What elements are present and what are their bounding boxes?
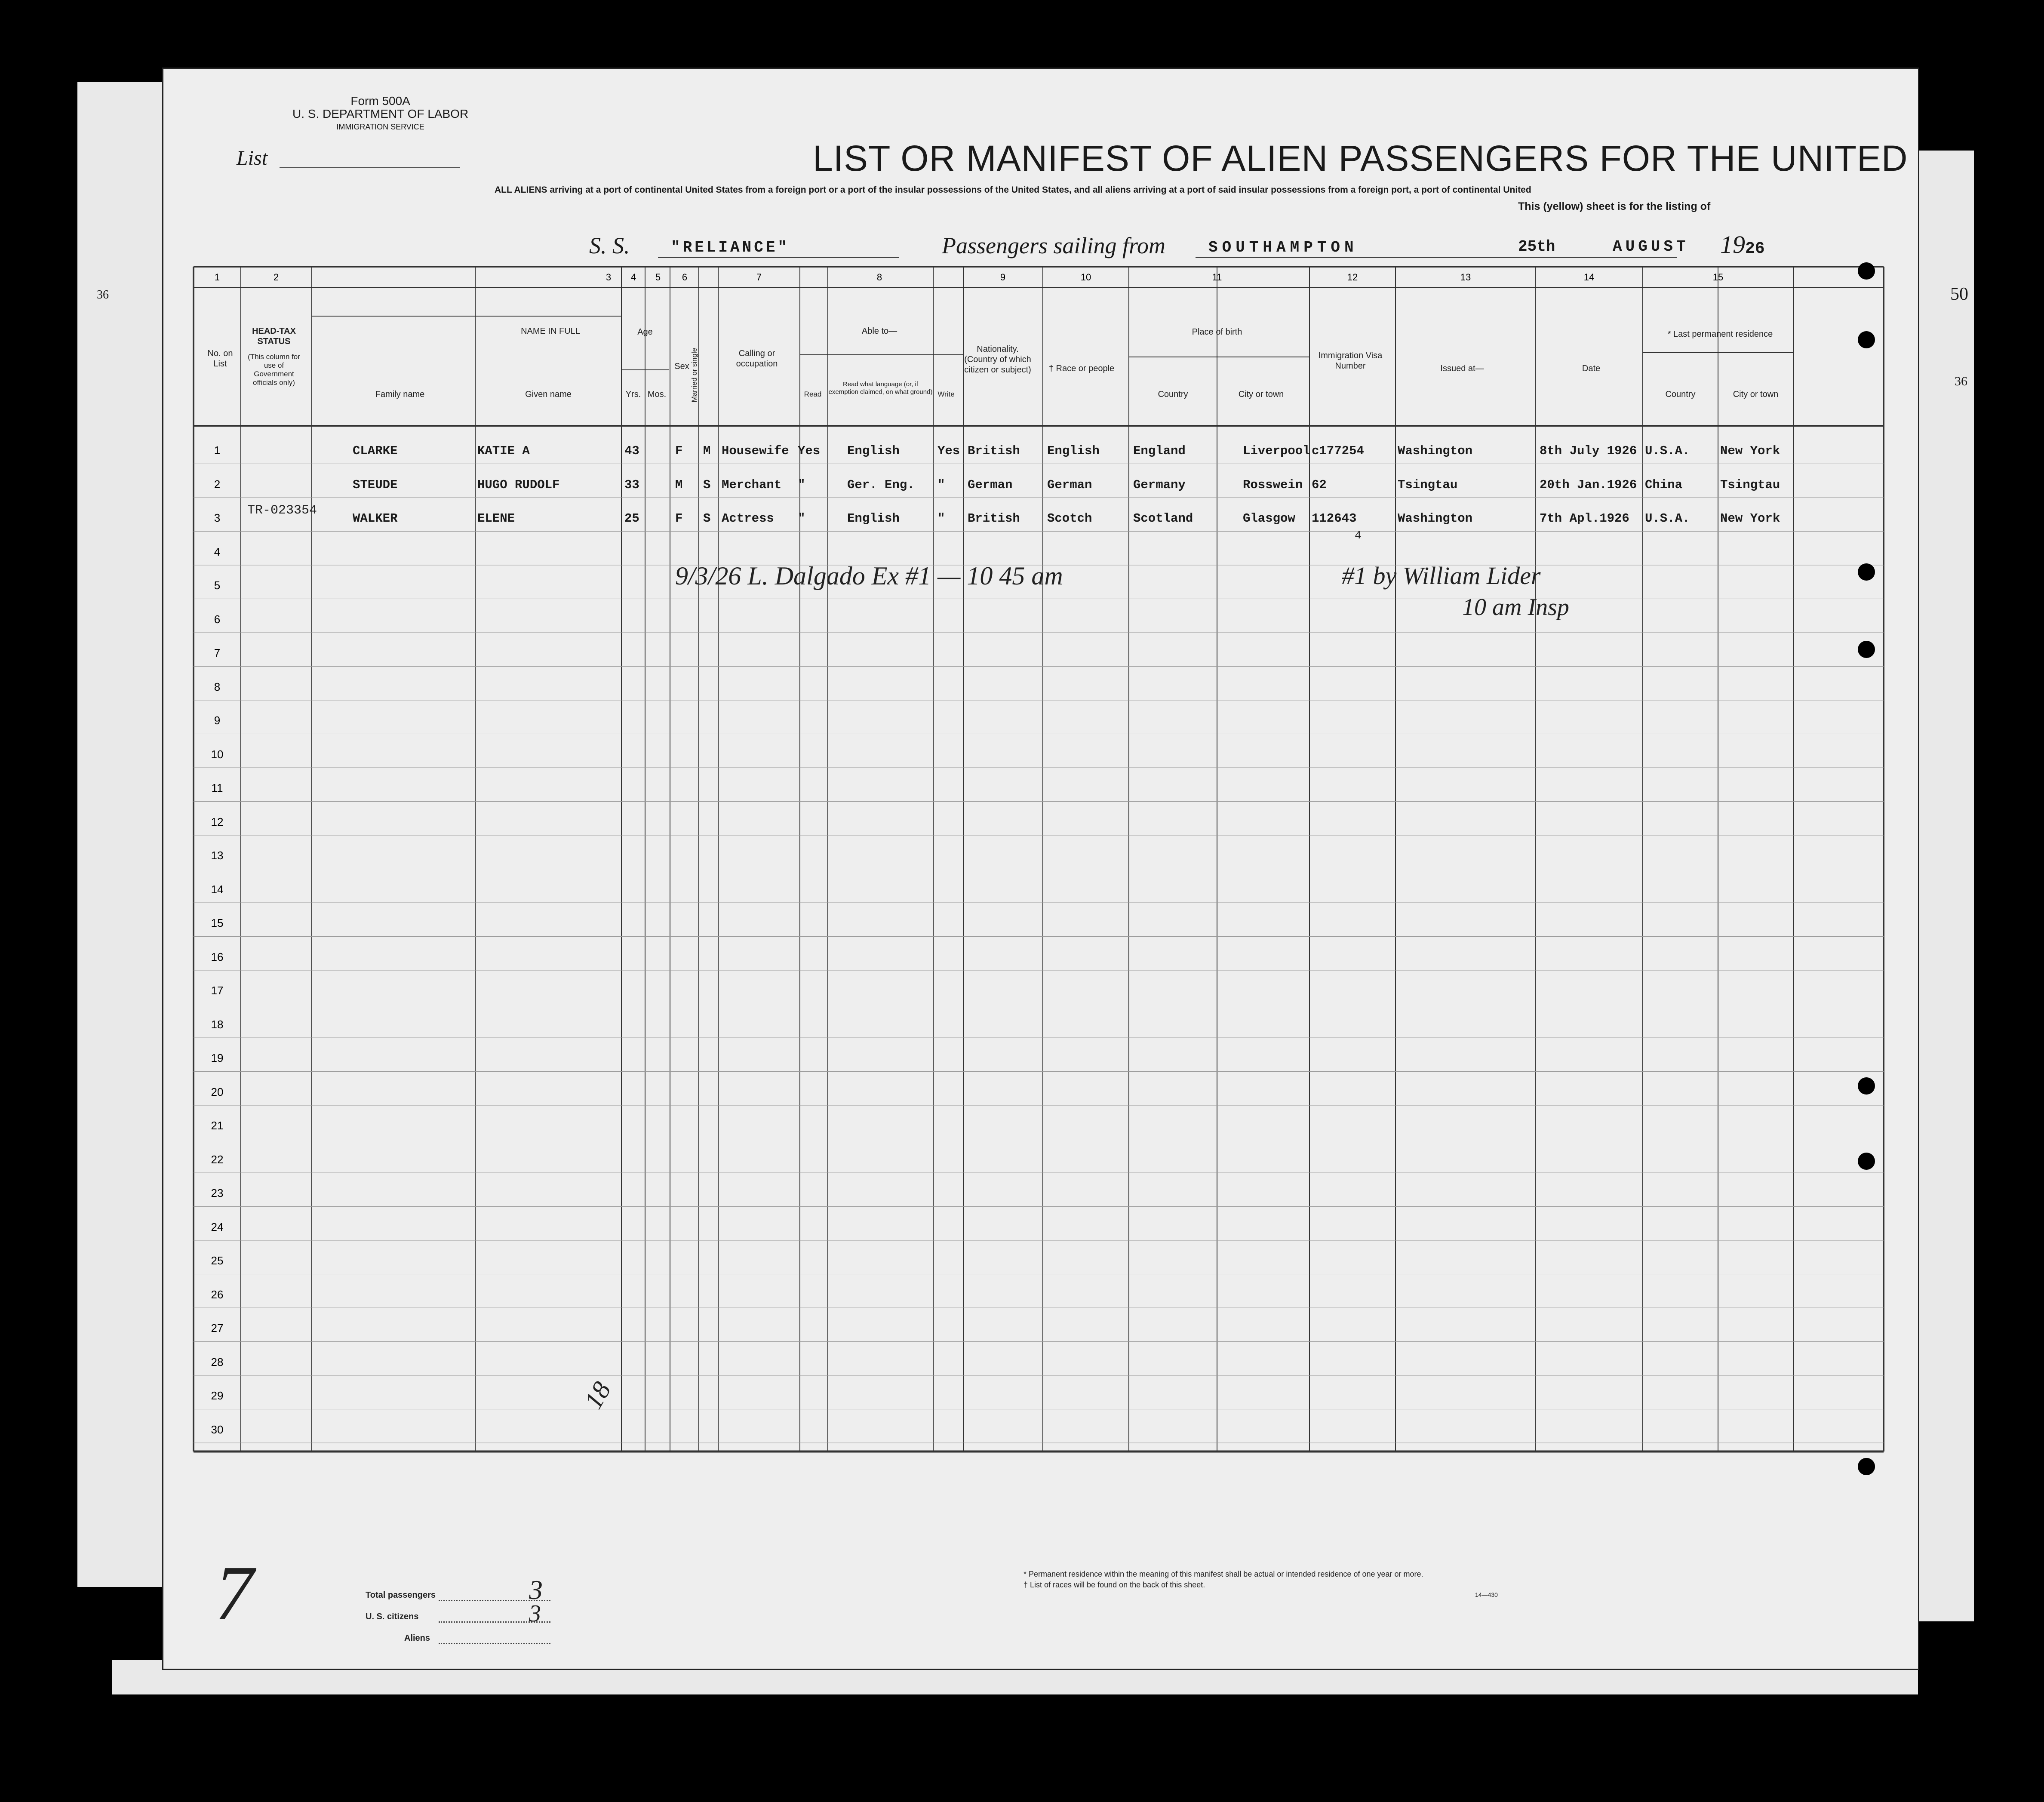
cell-family: CLARKE [353,444,398,458]
margin-number-36-right: 36 [1955,374,1967,388]
cell-res-city: New York [1720,444,1780,458]
cell-read: Yes [798,444,821,458]
row-number: 2 [214,477,221,491]
cell-given: HUGO RUDOLF [477,477,560,492]
cell-sex: F [675,444,683,458]
row-number: 22 [211,1153,224,1166]
cell-country: England [1133,444,1186,458]
row-number: 28 [211,1355,224,1368]
cell-res-country: U.S.A. [1645,511,1690,526]
header-head-tax: HEAD-TAX STATUS [252,326,296,346]
cell-date: 7th Apl.1926 [1540,511,1629,526]
cell-language: English [847,444,900,458]
row-number: 26 [211,1288,224,1301]
row-number: 11 [211,781,223,794]
binder-hole [1858,641,1875,658]
row-number: 16 [211,950,224,963]
cell-city: Glasgow [1243,511,1295,526]
column-number: 11 [1212,272,1222,283]
footnote-races: † List of races will be found on the back of this sheet. [1024,1581,1205,1589]
cell-res-city: New York [1720,511,1780,526]
visa-prefix-row3: 4 [1355,529,1362,542]
ship-name: "RELIANCE" [671,239,790,256]
row-number: 29 [211,1389,224,1402]
footnote-residence: * Permanent residence within the meaning of this manifest shall be actual or intended residence of one year or more. [1024,1570,1423,1578]
cell-yrs: 43 [624,444,639,458]
cell-marital: M [703,444,711,458]
header-res-city: City or town [1733,390,1779,399]
row-number: 21 [211,1119,224,1132]
header-issued: Issued at— [1440,364,1484,373]
us-citizens-label: U. S. citizens [366,1612,419,1621]
header-head-tax-note: (This column for use of Government officials only) [248,353,300,387]
row-number: 30 [211,1423,224,1436]
cell-occupation: Merchant [722,477,782,492]
header-birth-country: Country [1158,390,1188,399]
row-number: 27 [211,1322,224,1335]
binder-hole [1858,262,1875,280]
binder-hole [1858,1153,1875,1170]
header-place-of-birth: Place of birth [1192,327,1242,337]
row-number: 18 [211,1018,224,1031]
header-given-name: Given name [525,390,572,399]
cell-write: " [937,511,945,526]
cell-issued: Washington [1398,444,1473,458]
cell-given: ELENE [477,511,515,526]
row-number: 12 [211,815,224,828]
cell-nationality: German [968,477,1013,492]
cell-family: STEUDE [353,477,398,492]
cell-country: Germany [1133,477,1186,492]
column-number: 14 [1583,272,1595,283]
cell-language: Ger. Eng. [847,477,915,492]
row-number: 19 [211,1052,224,1064]
row-number: 23 [211,1187,224,1199]
row-number: 4 [214,545,221,558]
inspection-time-note: 10 am Insp [1462,594,1569,621]
column-number: 12 [1347,272,1358,283]
aliens-label: Aliens [404,1633,430,1643]
header-nationality: Nationality. (Country of which citizen or subject) [964,344,1031,375]
year-prefix: 19 [1720,231,1745,258]
cell-write: " [937,477,945,492]
row-number: 9 [214,714,221,727]
binder-hole [1858,331,1875,348]
column-number: 3 [606,272,612,283]
binder-hole [1858,563,1875,581]
page-title: LIST OR MANIFEST OF ALIEN PASSENGERS FOR THE UNITED [813,138,1908,178]
cell-occupation: Housewife [722,444,789,458]
row-number: 20 [211,1085,224,1098]
subtitle-line-1: ALL ALIENS arriving at a port of continental United States from a foreign port or a port of the insular possessions of the United States, and all aliens arriving at a port of said insular possessions from a foreign port, a port of continental United [495,185,1531,195]
inspector-note: #1 by William Lider [1342,562,1541,590]
row-number: 5 [214,579,221,592]
cell-write: Yes [937,444,960,458]
column-number: 8 [876,272,882,283]
column-number: 15 [1712,272,1724,283]
year-suffix: 26 [1745,240,1765,258]
header-read-language: Read what language (or, if exemption claimed, on what ground) [828,381,933,396]
manifest-page [163,69,1918,1669]
column-number: 1 [214,272,220,283]
row-number: 24 [211,1220,224,1233]
header-age: Age [637,327,653,337]
header-res-country: Country [1665,390,1696,399]
cell-city: Liverpool [1243,444,1310,458]
cell-nationality: British [968,511,1020,526]
header-birth-city: City or town [1238,390,1284,399]
header-write: Write [937,390,955,398]
cell-marital: S [703,477,711,492]
cell-issued: Washington [1398,511,1473,526]
cell-nationality: British [968,444,1020,458]
cell-occupation: Actress [722,511,774,526]
row-number: 7 [214,646,221,659]
cell-res-country: U.S.A. [1645,444,1690,458]
column-number: 13 [1460,272,1471,283]
print-code: 14—430 [1475,1591,1498,1598]
header-name-in-full: NAME IN FULL [521,326,580,336]
cell-date: 20th Jan.1926 [1540,477,1637,492]
binder-hole [1858,1458,1875,1475]
list-label: List [237,147,268,169]
sailing-day: 25th [1518,238,1555,255]
cell-given: KATIE A [477,444,530,458]
sailing-month: AUGUST [1613,238,1689,255]
head-tax-stamp: TR-023354 [247,503,317,518]
port-name: SOUTHAMPTON [1208,239,1358,256]
cell-city: Rosswein [1243,477,1303,492]
cell-race: Scotch [1047,511,1092,526]
column-number: 4 [630,272,636,283]
header-family-name: Family name [375,390,425,399]
total-passengers-label: Total passengers [366,1590,436,1600]
column-number: 9 [1000,272,1006,283]
cell-res-city: Tsingtau [1720,477,1780,492]
header-no-on-list: No. on List [207,349,233,369]
cell-res-country: China [1645,477,1683,492]
manifest-grid [163,69,1918,1669]
column-number: 2 [273,272,279,283]
binder-hole [1858,1077,1875,1095]
column-number: 5 [655,272,661,283]
row-number: 15 [211,916,224,929]
header-sex: Sex [674,362,689,371]
header-able-to: Able to— [861,326,898,336]
cell-marital: S [703,511,711,526]
cell-read: " [798,477,805,492]
column-number: 6 [682,272,688,283]
form-number: Form 500A [350,94,410,108]
cell-visa: 62 [1312,477,1327,492]
header-age-yrs: Yrs. [625,390,641,399]
cell-issued: Tsingtau [1398,477,1458,492]
margin-mark-7: 7 [215,1550,254,1636]
cell-sex: F [675,511,683,526]
row-number: 25 [211,1254,224,1267]
row-number: 10 [211,747,224,761]
header-date: Date [1582,364,1601,373]
header-age-mos: Mos. [647,390,667,399]
header-race: † Race or people [1048,364,1115,373]
cell-race: English [1047,444,1100,458]
cell-country: Scotland [1133,511,1193,526]
header-married: Married or single [690,347,698,403]
row-number: 1 [214,444,221,457]
us-citizens-value: 3 [529,1600,541,1627]
aliens-line [439,1643,550,1644]
cell-language: English [847,511,900,526]
header-residence: * Last permanent residence [1667,329,1773,339]
row-number: 8 [214,680,221,693]
cell-date: 8th July 1926 [1540,444,1637,458]
ss-label: S. S. [589,233,630,258]
header-calling: Calling or occupation [736,349,778,369]
department-name: U. S. DEPARTMENT OF LABOR [292,107,469,120]
column-number: 10 [1080,272,1091,283]
column-number: 7 [756,272,762,283]
sailing-label: Passengers sailing from [942,233,1166,258]
subtitle-line-2: This (yellow) sheet is for the listing of [1518,200,1711,212]
cell-visa: c177254 [1312,444,1364,458]
service-name: IMMIGRATION SERVICE [336,123,424,131]
inspection-note: 9/3/26 L. Dalgado Ex #1 — 10 45 am [675,562,1063,590]
row-number: 6 [214,612,221,626]
margin-number-36-left: 36 [97,288,109,301]
cell-family: WALKER [353,511,398,526]
margin-number-50: 50 [1950,284,1968,304]
row-number: 13 [211,849,224,862]
row-number: 3 [214,511,221,524]
cell-sex: M [675,477,683,492]
cell-yrs: 33 [624,477,639,492]
cell-visa: 112643 [1312,511,1357,526]
header-visa: Immigration Visa Number [1318,351,1383,371]
cell-yrs: 25 [624,511,639,526]
row-number: 17 [211,984,224,997]
header-read: Read [804,390,822,398]
cell-race: German [1047,477,1092,492]
underlying-sheet-right [1909,151,1974,1621]
total-passengers-value: 3 [529,1574,543,1605]
side-number-18: 18 [578,1377,617,1414]
cell-read: " [798,511,805,526]
row-number: 14 [211,883,224,896]
